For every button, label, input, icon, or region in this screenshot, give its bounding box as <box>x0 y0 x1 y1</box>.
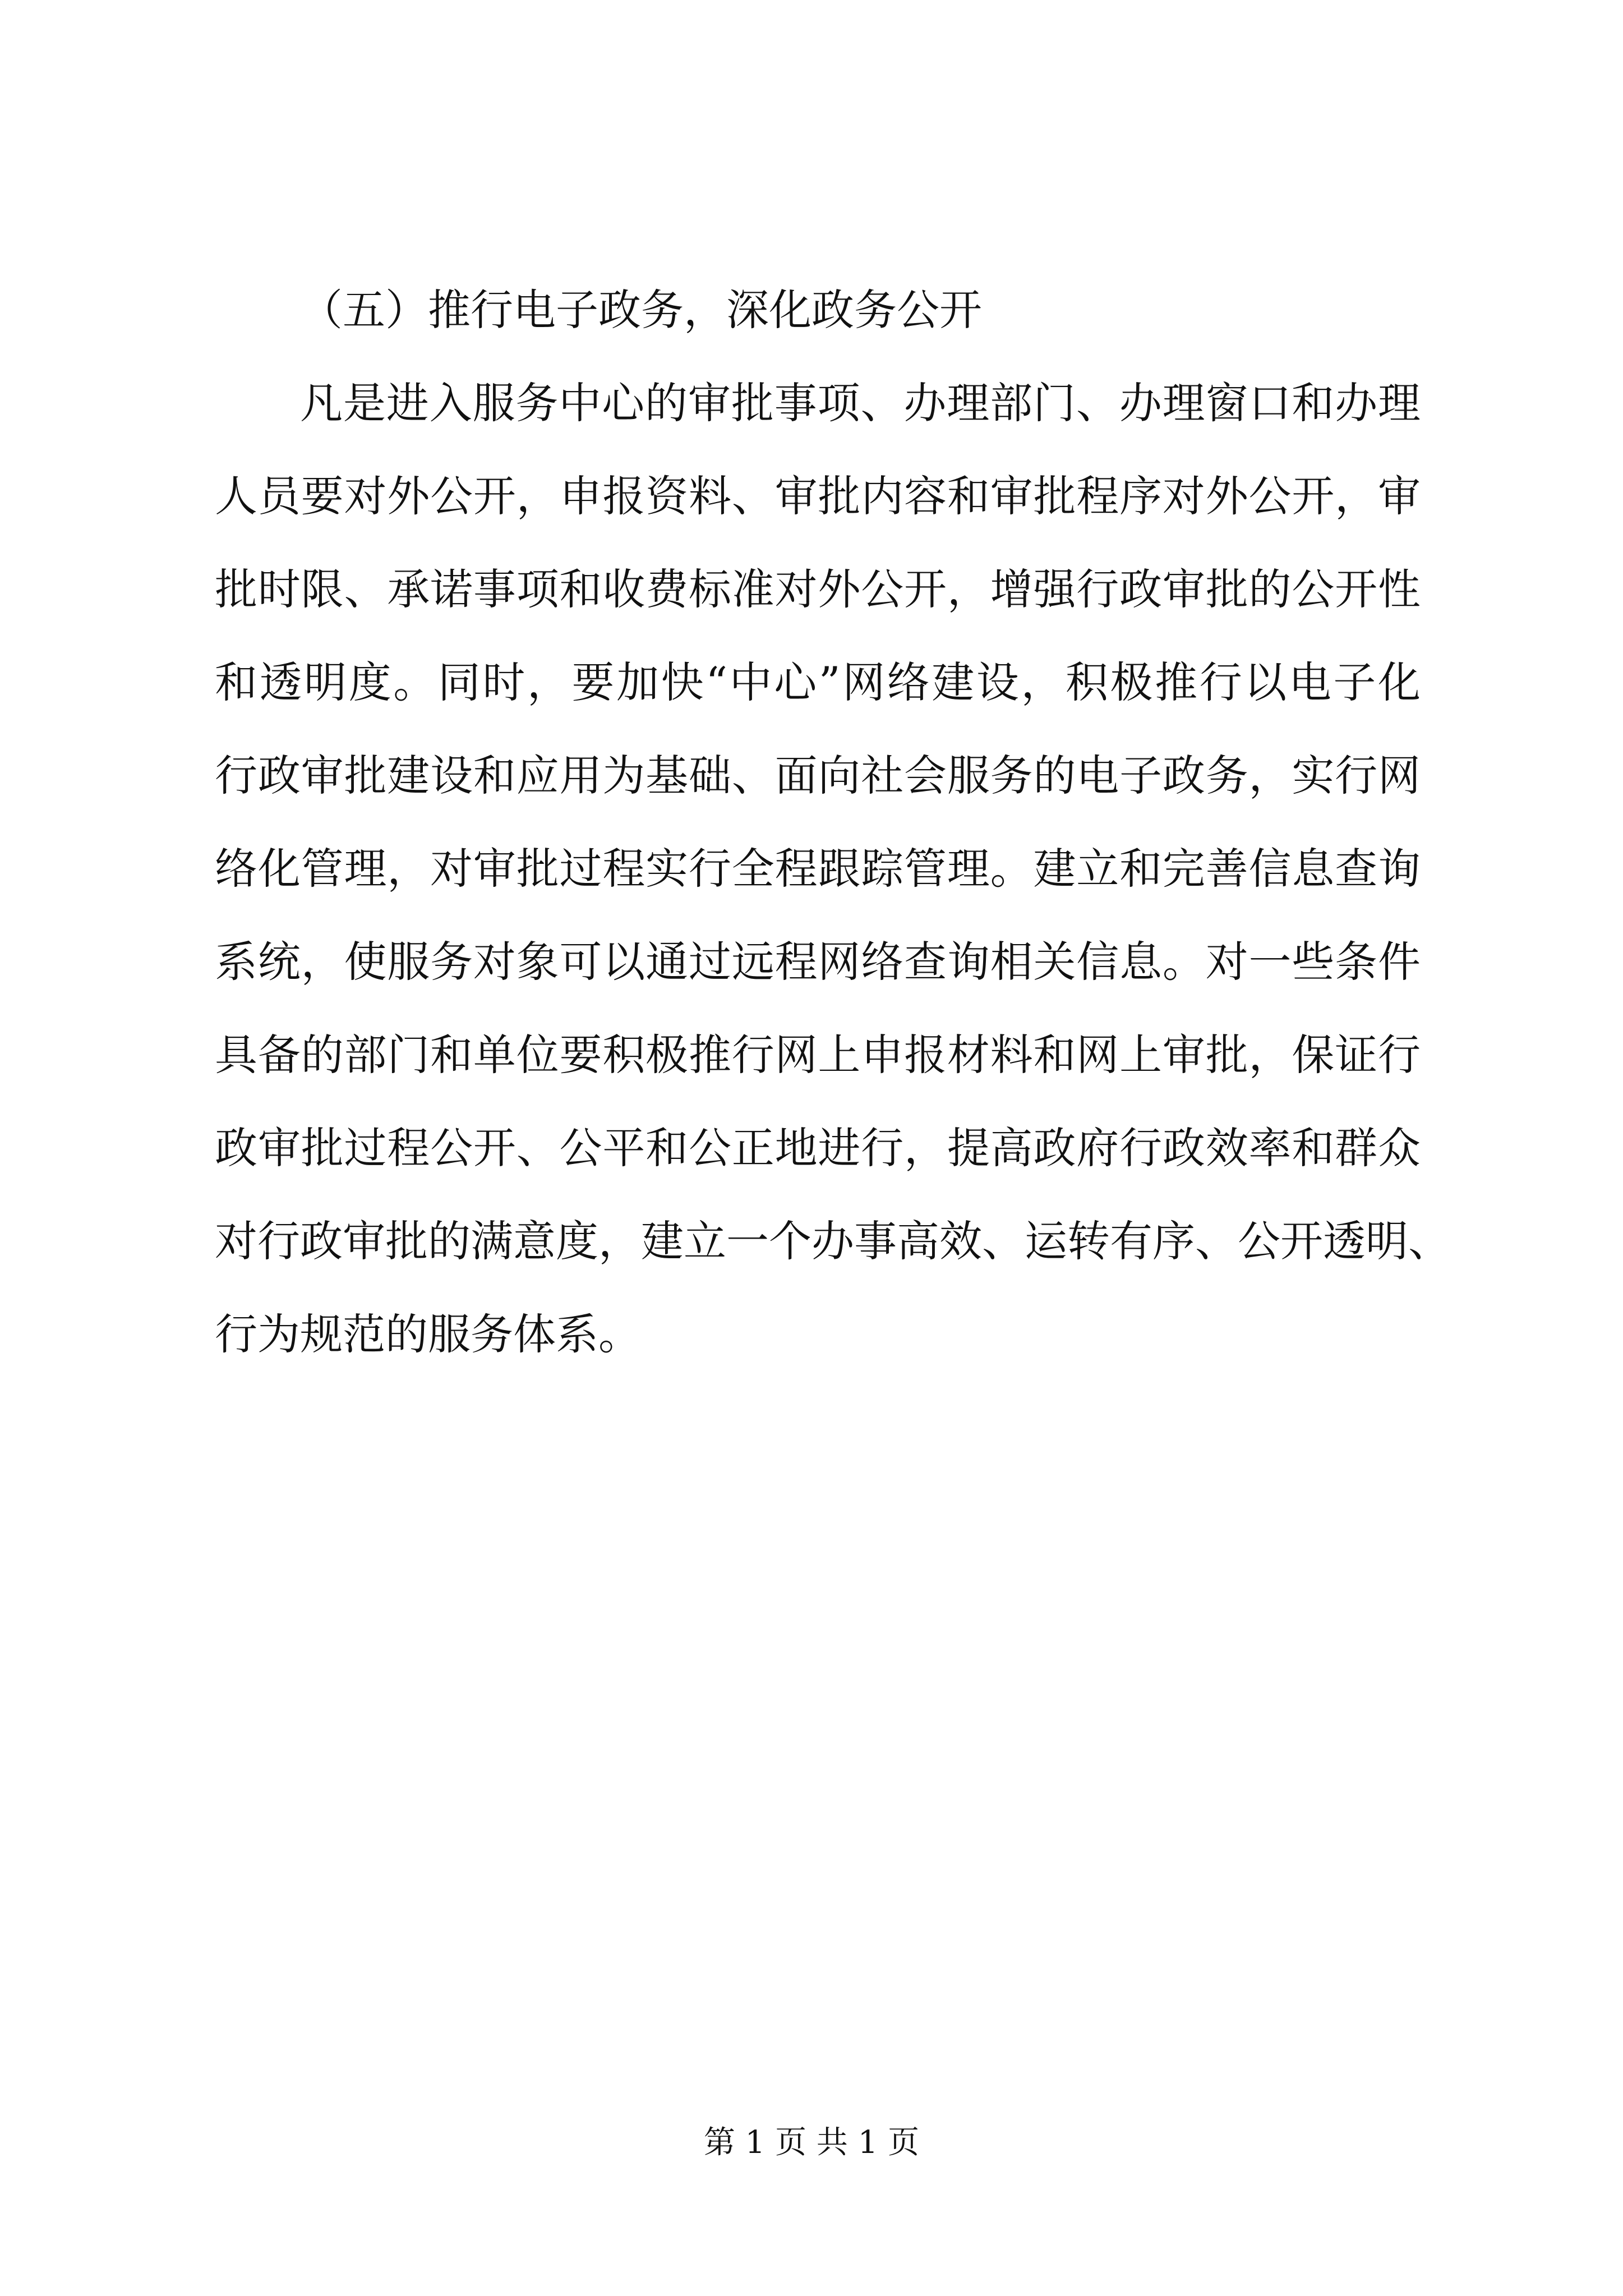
paragraph-line: 对行政审批的满意度，建立一个办事高效、运转有序、公开透明、 <box>215 1216 1451 1266</box>
paragraph-line: 具备的部门和单位要积极推行网上申报材料和网上审批，保证行 <box>215 1030 1421 1080</box>
paragraph-line: 人员要对外公开，申报资料、审批内容和审批程序对外公开，审 <box>215 471 1421 521</box>
paragraph-line: 行为规范的服务体系。 <box>215 1309 641 1359</box>
paragraph-line: 和透明度。同时，要加快“中心”网络建设，积极推行以电子化 <box>215 657 1421 707</box>
paragraph-line: 行政审批建设和应用为基础、面向社会服务的电子政务，实行网 <box>215 751 1421 800</box>
section-heading: （五）推行电子政务，深化政务公开 <box>300 285 982 335</box>
paragraph-line: 凡是进入服务中心的审批事项、办理部门、办理窗口和办理 <box>300 378 1421 428</box>
body-paragraph <box>215 357 1451 1381</box>
paragraph-line: 络化管理，对审批过程实行全程跟踪管理。建立和完善信息查询 <box>215 844 1421 894</box>
page-footer: 第 1 页 共 1 页 <box>703 2124 920 2161</box>
document-content <box>215 264 1451 1381</box>
paragraph-line: 政审批过程公开、公平和公正地进行，提高政府行政效率和群众 <box>215 1123 1421 1173</box>
paragraph-line: 批时限、承诺事项和收费标准对外公开，增强行政审批的公开性 <box>215 564 1421 614</box>
paragraph-line: 系统，使服务对象可以通过远程网络查询相关信息。对一些条件 <box>215 937 1421 987</box>
